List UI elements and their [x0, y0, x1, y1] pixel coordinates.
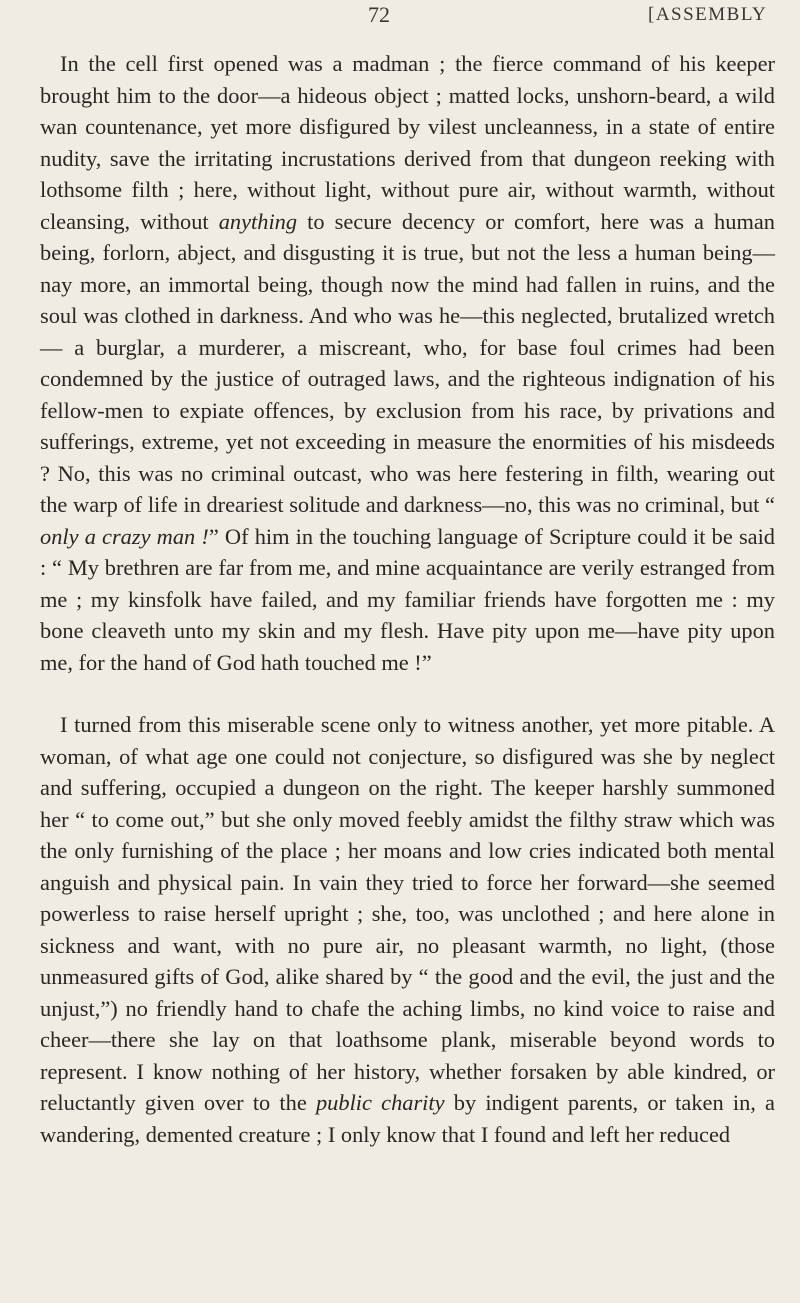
text-segment: I turned from this miserable scene only to witness another, yet more pitable. A woman, of what age one could not conjecture, so disfigured was she by neglect and suffering, occupied a dungeon on the right. The keeper harshly summoned her “ to come out,” but she only moved feebly amidst the filthy straw which was the only furnishing of the place ; her moans and low cries indicated both mental anguish and physical pain. In vain they tried to force her forward—she seemed powerless to raise herself upright ; she, too, was unclothed ; and here alone in sickness and want, with no pure air, no pleasant warmth, no light, (those unmeasured gifts of God, alike shared by “ the good and the evil, the just and the unjust,”) no friendly hand to chafe the aching limbs, no kind voice to raise and cheer—there she lay on that loathsome plank, miserable beyond words to represent. I know nothing of her history, whether forsaken by able kindred, or reluctantly given over to the — [40, 712, 775, 1115]
italic-emphasis: public charity — [315, 1090, 445, 1115]
page-header — [0, 2, 800, 32]
text-segment: by indigent parents, or taken in, a wandering, demented creature ; I only know that I found and left her reduced — [40, 1090, 775, 1147]
paragraph-woman — [40, 709, 775, 1150]
page-number: 72 — [368, 2, 390, 27]
italic-emphasis: anything — [218, 208, 298, 234]
body-text — [40, 48, 775, 1150]
paragraph-madman — [40, 48, 775, 678]
text-segment: to secure decency or comfort, here was a human being, forlorn, abject, and disgusting it is true, but not the less a human being—nay more, an immortal being, though now the mind had fallen in ruins, and the soul was clothed in darkness. And who was he—this neglected, brutalized wretch — a burglar, a murderer, a miscreant, who, for base foul crimes had been condemned by the justice of outraged laws, and the righteous indignation of his fellow-men to expiate offences, by exclusion from his race, by privations and sufferings, extreme, yet not exceeding in measure the enormities of his misdeeds ? No, this was no criminal outcast, who was here festering in filth, wearing out the warp of life in dreariest solitude and darkness—no, this was no criminal, but “ — [40, 208, 775, 517]
italic-emphasis: only a crazy man ! — [40, 523, 209, 549]
running-head: [ASSEMBLY — [648, 4, 768, 25]
text-segment: ” Of him in the touching language of Scripture could it be said : “ My brethren are far from me, and mine acquaintance are verily estranged from me ; my kinsfolk have failed, and my familiar friends have forgotten me : my bone cleaveth unto my skin and my flesh. Have pity upon me—have pity upon me, for the hand of God hath touched me !” — [40, 523, 776, 675]
text-segment: In the cell first opened was a madman ; the fierce command of his keeper brought him to the door—a hideous object ; matted locks, unshorn-beard, a wild wan countenance, yet more disfigured by vilest uncleanness, in a state of entire nudity, save the irritating incrustations derived from that dungeon reeking with lothsome filth ; here, without light, without pure air, without warmth, without cleansing, without — [40, 51, 775, 234]
